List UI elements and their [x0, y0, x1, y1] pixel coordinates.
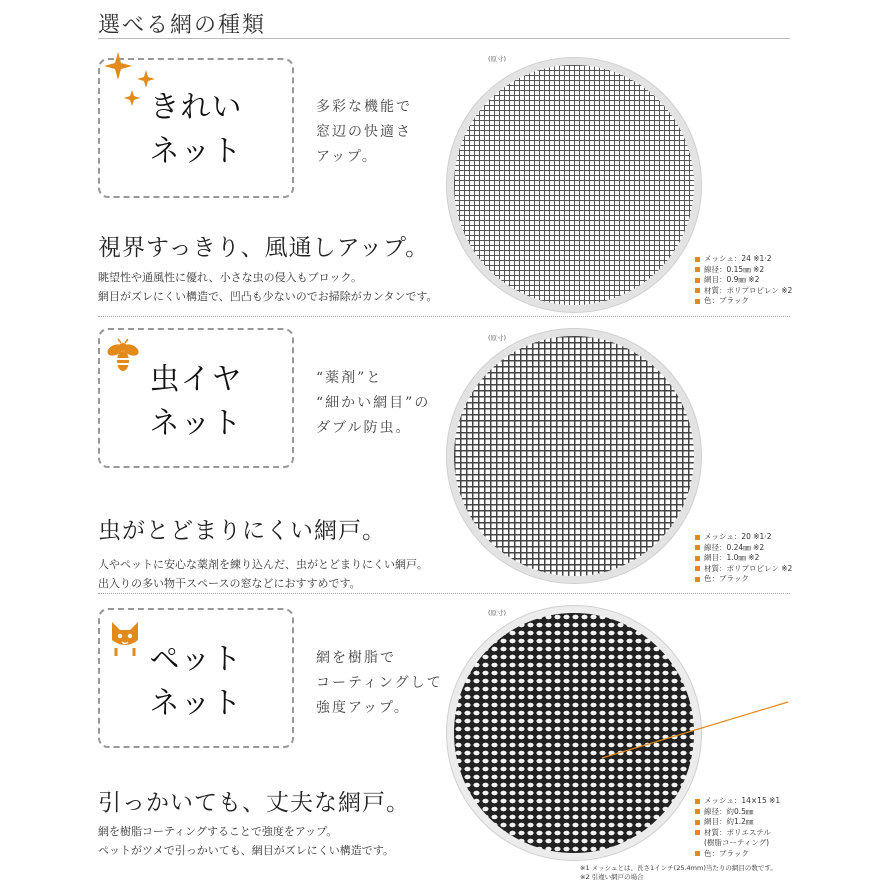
description-line: 網目がズレにくい構造で、凹凸も少ないのでお掃除がカンタンです。: [98, 290, 438, 303]
footnote: ※2 引違い網戸の場合: [580, 873, 644, 881]
spec-list: [695, 254, 792, 307]
spec-row: 色：ブラック: [695, 849, 780, 860]
tagline: 網を樹脂で コーティングして 強度アップ。: [316, 650, 443, 716]
headline: 虫がとどまりにくい網戸。: [98, 518, 386, 544]
spec-list: [695, 796, 780, 859]
headline: 引っかいても、丈夫な網戸。: [98, 790, 410, 816]
description-line: 出入りの多い物干スペースの窓などにおすすめです。: [98, 577, 361, 590]
spec-row: 線径：約0.5㎜: [695, 807, 780, 818]
footnotes: [580, 864, 777, 882]
product-name-line-1: ペット: [149, 642, 243, 677]
product-name-line-2: ネット: [149, 406, 243, 441]
pointer-line: [600, 700, 790, 760]
sparkle-icon: [104, 50, 164, 112]
spec-row: 色：ブラック: [695, 574, 792, 585]
spec-row: メッシュ：24 ※1·2: [695, 254, 792, 265]
section-divider: [98, 316, 790, 317]
spec-row: 線径：0.24㎜ ※2: [695, 543, 792, 554]
page-title: 選べる網の種類: [98, 13, 267, 38]
description: [98, 555, 428, 593]
spec-list: [695, 532, 792, 585]
spec-row: 材質：ポリプロピレン ※2: [695, 286, 792, 297]
product-name-line-2: ネット: [149, 134, 243, 169]
description-line: 網を樹脂コーティングすることで強度をアップ。: [98, 825, 338, 838]
spec-row: 材質：ポリエステル: [695, 828, 780, 839]
spec-row: 網目：1.0㎜ ※2: [695, 553, 792, 564]
description: [98, 822, 394, 860]
actual-size-label: (原寸): [488, 55, 507, 63]
description-line: 眺望性や通風性に優れ、小さな虫の侵入もブロック。: [98, 271, 362, 284]
description-line: ペットがツメで引っかいても、網目がズレにくい構造です。: [98, 844, 394, 857]
spec-row: メッシュ：20 ※1·2: [695, 532, 792, 543]
cat-icon: [108, 618, 142, 658]
actual-size-label: (原寸): [488, 609, 507, 617]
bee-icon: [106, 338, 140, 374]
product-name-line-2: ネット: [149, 686, 243, 721]
actual-size-label: (原寸): [488, 334, 507, 342]
headline: 視界すっきり、風通しアップ。: [98, 235, 430, 261]
spec-row: メッシュ：14×15 ※1: [695, 796, 780, 807]
mesh-sample: [447, 58, 701, 312]
description-line: 人やペットに安心な薬剤を練り込んだ、虫がとどまりにくい網戸。: [98, 558, 428, 571]
tagline: 多彩な機能で 窓辺の快適さ アップ。: [316, 99, 412, 165]
mesh-sample: [447, 329, 701, 583]
spec-row: 網目：0.9㎜ ※2: [695, 275, 792, 286]
spec-row: 材質：ポリプロピレン ※2: [695, 564, 792, 575]
title-divider: [98, 38, 790, 39]
spec-row: 線径：0.15㎜ ※2: [695, 265, 792, 276]
description: [98, 268, 437, 306]
footnote: ※1 メッシュとは、長さ1インチ(25.4mm)当たりの網目の数です。: [580, 864, 777, 872]
spec-row: 色：ブラック: [695, 296, 792, 307]
tagline: “薬剤”と “細かい網目”の ダブル防虫。: [316, 370, 431, 436]
product-name-line-1: 虫イヤ: [149, 362, 243, 397]
section-divider: [98, 593, 790, 594]
spec-row: (樹脂コーティング): [704, 838, 770, 847]
spec-row: 網目：約1.2㎜: [695, 817, 780, 828]
product-name-line-1: きれい: [149, 90, 243, 125]
